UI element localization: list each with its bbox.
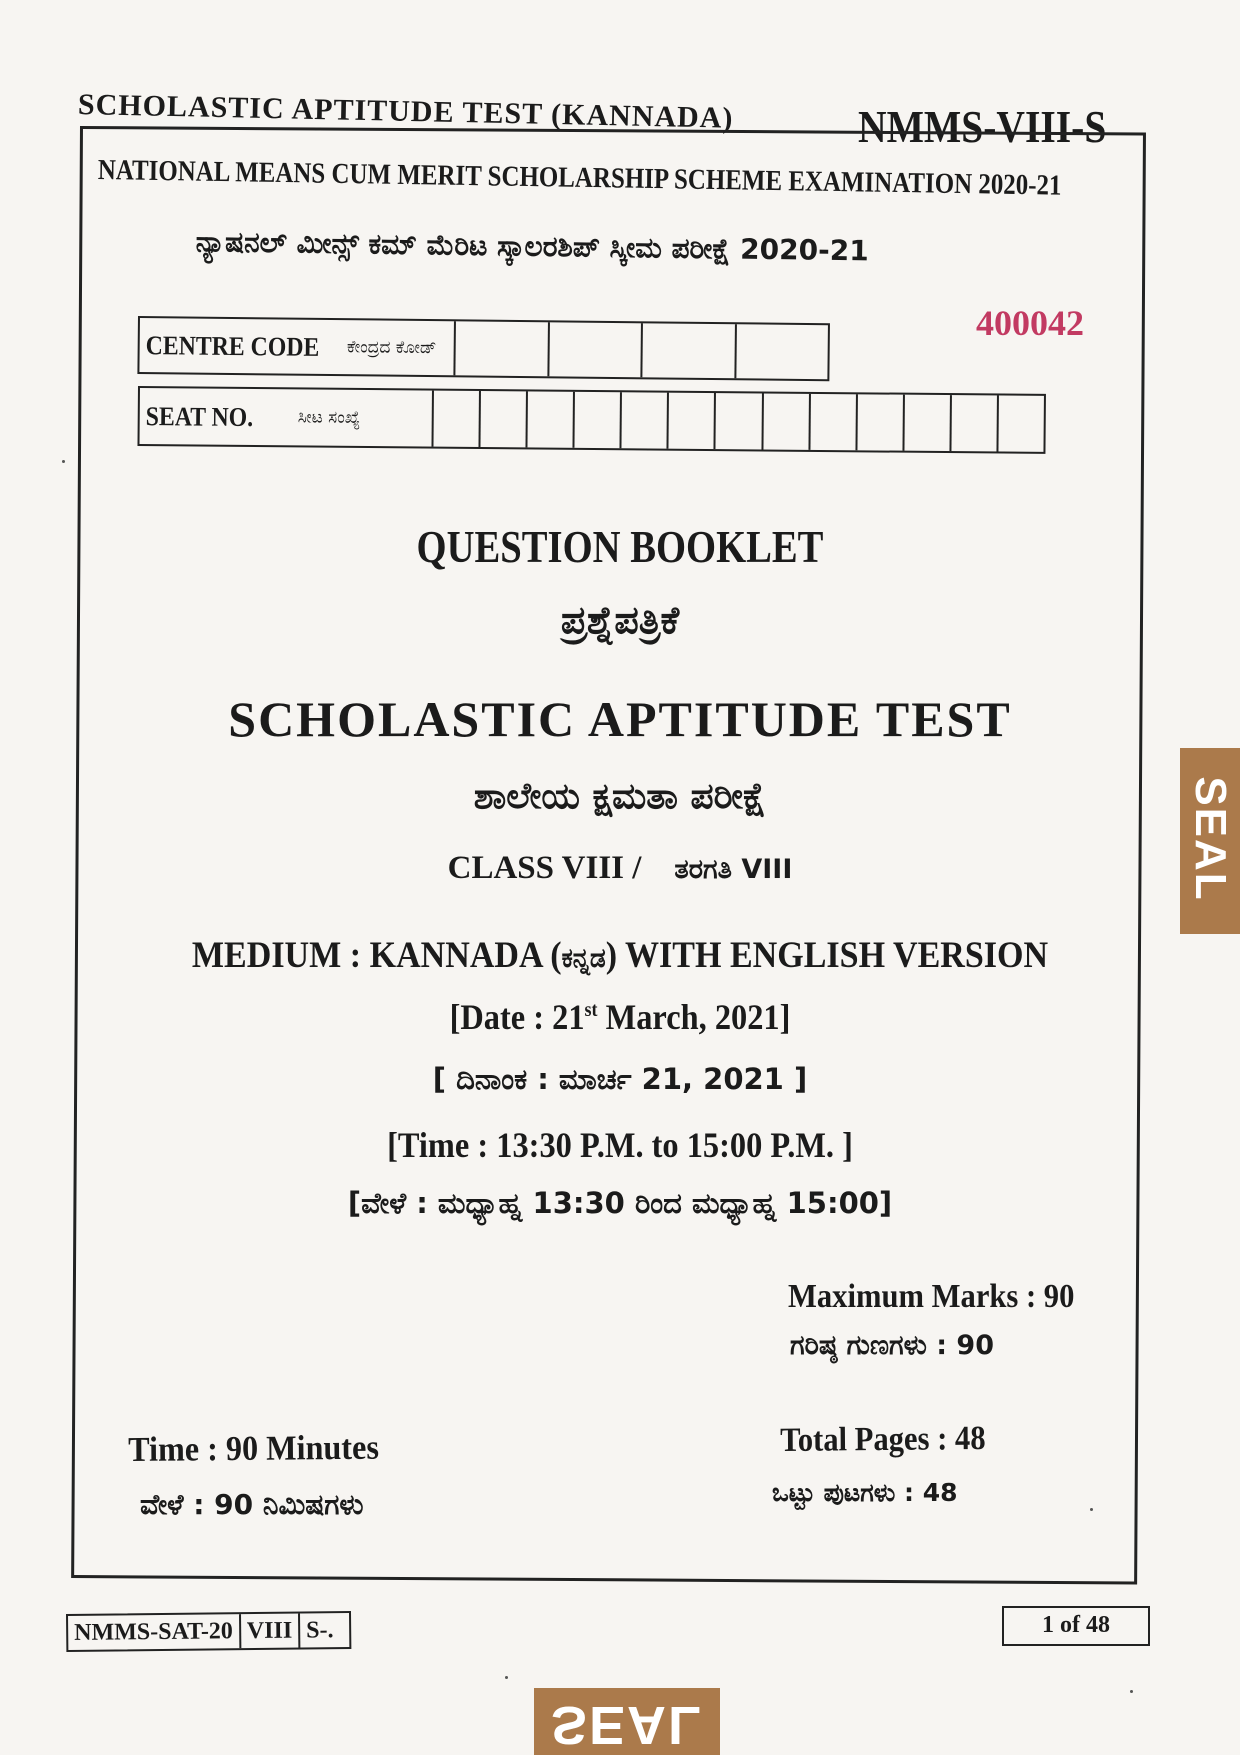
duration-english: Time : 90 Minutes xyxy=(128,1427,380,1469)
seat-number-label-kn: ಸೀಟ ಸಂಖ್ಯೆ xyxy=(297,407,361,428)
test-title-kannada: ಶಾಲೇಯ ಕ್ಷಮತಾ ಪರೀಕ್ಷೆ xyxy=(473,776,767,817)
seat-number-digit-box[interactable] xyxy=(763,393,811,449)
page-number: 1 of 48 xyxy=(1002,1606,1150,1646)
date-prefix: [Date : 21 xyxy=(449,997,585,1037)
seat-number-label xyxy=(139,388,433,447)
footer-class: VIII xyxy=(241,1614,301,1649)
footer-set: S-. xyxy=(306,1617,334,1644)
centre-code-digit-box[interactable] xyxy=(642,323,736,378)
seat-number-label-en: SEAT NO. xyxy=(145,400,254,432)
centre-code-label xyxy=(139,318,456,375)
speck xyxy=(62,460,65,463)
centre-code-digit-box[interactable] xyxy=(549,322,643,377)
seat-number-digit-box[interactable] xyxy=(528,391,576,447)
centre-code-digit-box[interactable] xyxy=(455,321,549,376)
total-pages-english: Total Pages : 48 xyxy=(780,1420,986,1459)
class-line xyxy=(80,850,1160,887)
seat-number-box xyxy=(137,386,1045,454)
seat-number-digit-box[interactable] xyxy=(716,393,764,449)
side-seal-sticker xyxy=(1180,748,1240,934)
medium-line xyxy=(123,934,1117,977)
footer-code-box xyxy=(66,1611,352,1652)
total-pages-kannada: ಒಟ್ಟು ಪುಟಗಳು : 48 xyxy=(772,1478,958,1507)
centre-code-box xyxy=(137,316,830,381)
seat-number-digit-box[interactable] xyxy=(857,394,905,450)
booklet-title-english: QUESTION BOOKLET xyxy=(416,521,824,572)
speck xyxy=(1130,1690,1133,1693)
footer-code: NMMS-SAT-20 xyxy=(68,1614,241,1650)
speck xyxy=(505,1676,508,1679)
header-paper-code: NMMS-VIII-S xyxy=(858,101,1107,152)
class-kannada: ತರಗತಿ VIII xyxy=(674,854,793,885)
speck xyxy=(1090,1508,1093,1511)
time-english: [Time : 13:30 P.M. to 15:00 P.M. ] xyxy=(387,1125,853,1165)
time-kannada: [ವೇಳೆ : ಮಧ್ಯಾಹ್ನ 13:30 ರಿಂದ ಮಧ್ಯಾಹ್ನ 15:00] xyxy=(347,1186,893,1220)
date-suffix: March, 2021] xyxy=(597,997,791,1037)
maximum-marks-english: Maximum Marks : 90 xyxy=(788,1278,1075,1315)
test-title-english: SCHOLASTIC APTITUDE TEST xyxy=(228,691,1012,747)
seat-number-digit-box[interactable] xyxy=(810,394,858,450)
bottom-seal-sticker xyxy=(534,1688,720,1755)
booklet-title-kannada: ಪ್ರಶ್ನೆಪತ್ರಿಕೆ xyxy=(560,598,680,642)
date-kannada: [ ದಿನಾಂಕ : ಮಾರ್ಚ 21, 2021 ] xyxy=(432,1062,808,1096)
duration-kannada: ವೇಳೆ : 90 ನಿಮಿಷಗಳು xyxy=(140,1488,364,1521)
serial-number: 400042 xyxy=(976,303,1084,343)
seat-number-digit-box[interactable] xyxy=(951,395,999,451)
date-english xyxy=(134,996,1106,1038)
seat-number-digit-box[interactable] xyxy=(481,391,529,447)
seat-number-digit-box[interactable] xyxy=(622,392,670,448)
seat-number-digit-box[interactable] xyxy=(433,391,481,447)
medium-kannada-word: ಕನ್ನಡ xyxy=(561,943,606,974)
side-seal-text: SEAL xyxy=(1186,776,1235,902)
seat-number-digit-box[interactable] xyxy=(669,393,717,449)
centre-code-digit-box[interactable] xyxy=(736,324,828,379)
centre-code-label-kn: ಕೇಂದ್ರದ ಕೋಡ್ xyxy=(346,337,437,359)
seat-number-digit-box[interactable] xyxy=(998,396,1044,452)
seat-number-digit-box[interactable] xyxy=(575,392,623,448)
exam-title-english: NATIONAL MEANS CUM MERIT SCHOLARSHIP SCHEME EXAMINATION 2020-21 xyxy=(97,154,1062,202)
maximum-marks-kannada: ಗರಿಷ್ಠ ಗುಣಗಳು : 90 xyxy=(790,1330,994,1361)
exam-title-kannada: ನ್ಯಾಷನಲ್ ಮೀನ್ಸ್ ಕಮ್ ಮೆರಿಟ ಸ್ಕಾಲರಶಿಪ್ ಸ್ಕೀಮ ಪರೀಕ್ಷೆ 2020-21 xyxy=(195,225,869,268)
bottom-seal-text: SEAL xyxy=(550,1695,704,1755)
header-subject: SCHOLASTIC APTITUDE TEST (KANNADA) xyxy=(77,88,734,135)
class-english: CLASS VIII / xyxy=(447,850,642,886)
centre-code-label-en: CENTRE CODE xyxy=(145,329,320,362)
medium-suffix: ) WITH ENGLISH VERSION xyxy=(605,935,1049,976)
seat-number-digit-box[interactable] xyxy=(904,395,952,451)
date-ordinal: st xyxy=(584,999,598,1021)
medium-prefix: MEDIUM : KANNADA ( xyxy=(191,935,562,976)
